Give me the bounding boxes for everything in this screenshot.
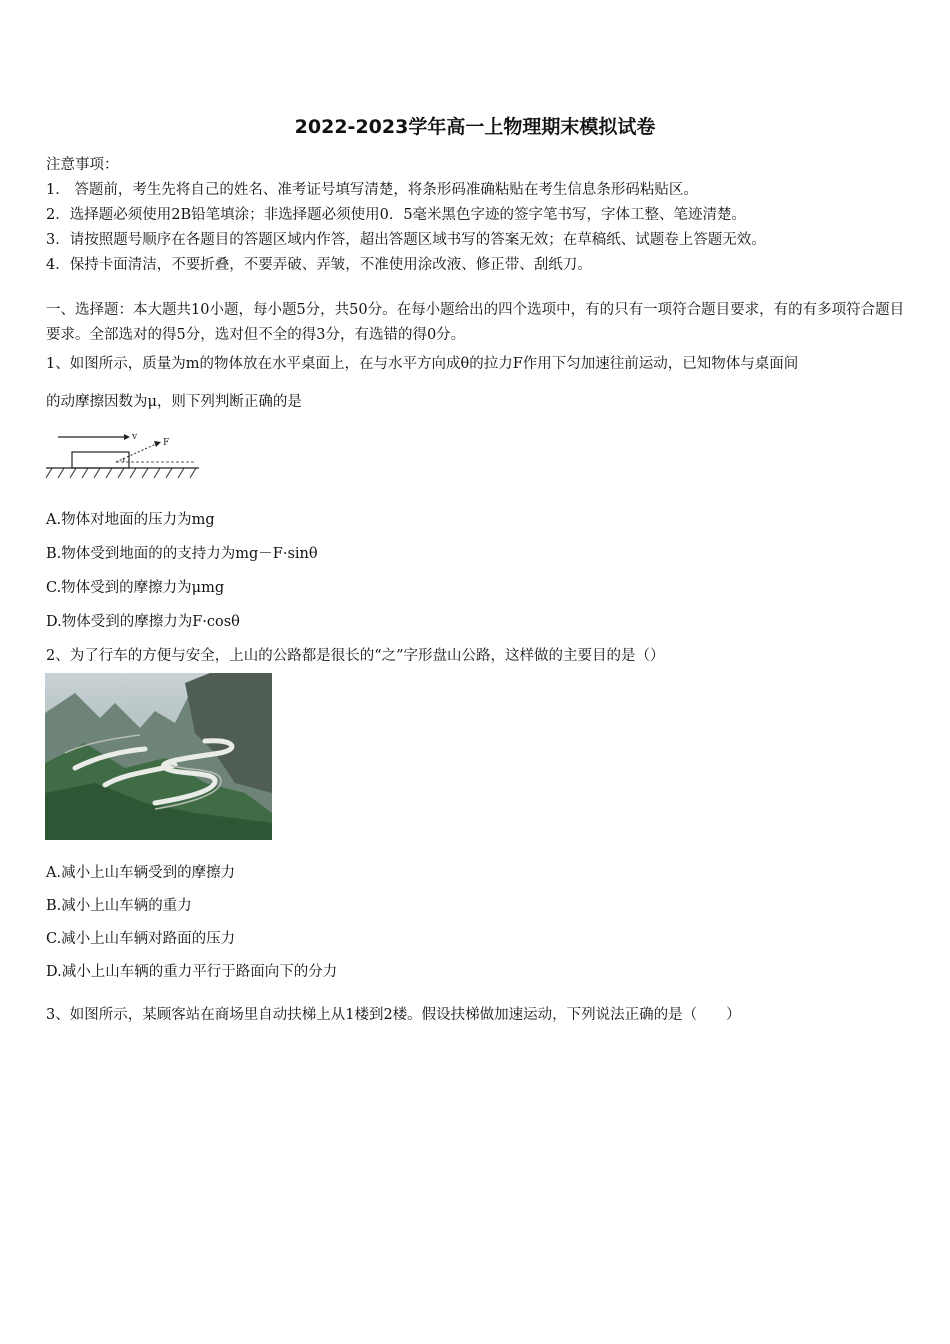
notice-heading: 注意事项：: [46, 157, 119, 173]
mountain-road-photo: [45, 673, 272, 840]
section-intro: 一、选择题：本大题共10小题，每小题5分，共50分。在每小题给出的四个选项中，有的只有一项符合题目要求，有的有多项符合题目要求。全部选对的得5分，选对但不全的得3分，有选错的得0分。: [46, 302, 905, 343]
question-1-option-b: B.物体受到地面的的支持力为mg－F·sinθ: [46, 546, 318, 562]
question-3-stem: 3、如图所示，某顾客站在商场里自动扶梯上从1楼到2楼。假设扶梯做加速运动，下列说法正确的是（ ）: [46, 1007, 741, 1023]
notice-item: 4．保持卡面清洁，不要折叠，不要弄破、弄皱，不准使用涂改液、修正带、刮纸刀。: [46, 257, 592, 273]
question-2-option-a: A.减小上山车辆受到的摩擦力: [46, 865, 236, 881]
notice-item: 1． 答题前，考生先将自己的姓名、准考证号填写清楚，将条形码准确粘贴在考生信息条形码粘贴区。: [46, 182, 698, 198]
question-1-option-c: C.物体受到的摩擦力为μmg: [46, 580, 225, 596]
velocity-arrowhead: [124, 434, 130, 440]
question-2-stem: 2、为了行车的方便与安全，上山的公路都是很长的“之”字形盘山公路，这样做的主要目的是（）: [46, 648, 665, 664]
notice-item: 3．请按照题号顺序在各题目的答题区域内作答，超出答题区域书写的答案无效；在草稿纸、试题卷上答题无效。: [46, 232, 766, 248]
question-2-option-d: D.减小上山车辆的重力平行于路面向下的分力: [46, 964, 338, 980]
ground-hatching: [46, 468, 196, 478]
question-1-stem-line1: 1、如图所示，质量为m的物体放在水平桌面上，在与水平方向成θ的拉力F作用下匀加速往前运动，已知物体与桌面间: [46, 356, 799, 372]
force-label: F: [163, 438, 170, 448]
force-arrowhead: [154, 441, 161, 447]
question-1-stem-line2: 的动摩擦因数为μ，则下列判断正确的是: [46, 394, 302, 410]
velocity-label: v: [132, 432, 138, 442]
force-arrow: [116, 444, 156, 462]
page-title: 2022-2023学年高一上物理期末模拟试卷: [294, 116, 656, 138]
question-1-option-d: D.物体受到的摩擦力为F·cosθ: [46, 614, 240, 630]
question-2-option-c: C.减小上山车辆对路面的压力: [46, 931, 236, 947]
question-1-option-a: A.物体对地面的压力为mg: [46, 512, 215, 528]
question-2-option-b: B.减小上山车辆的重力: [46, 898, 192, 914]
notice-item: 2．选择题必须使用2B铅笔填涂；非选择题必须使用0．5毫米黑色字迹的签字笔书写，字体工整、笔迹清楚。: [46, 207, 747, 223]
force-diagram: [44, 428, 204, 488]
